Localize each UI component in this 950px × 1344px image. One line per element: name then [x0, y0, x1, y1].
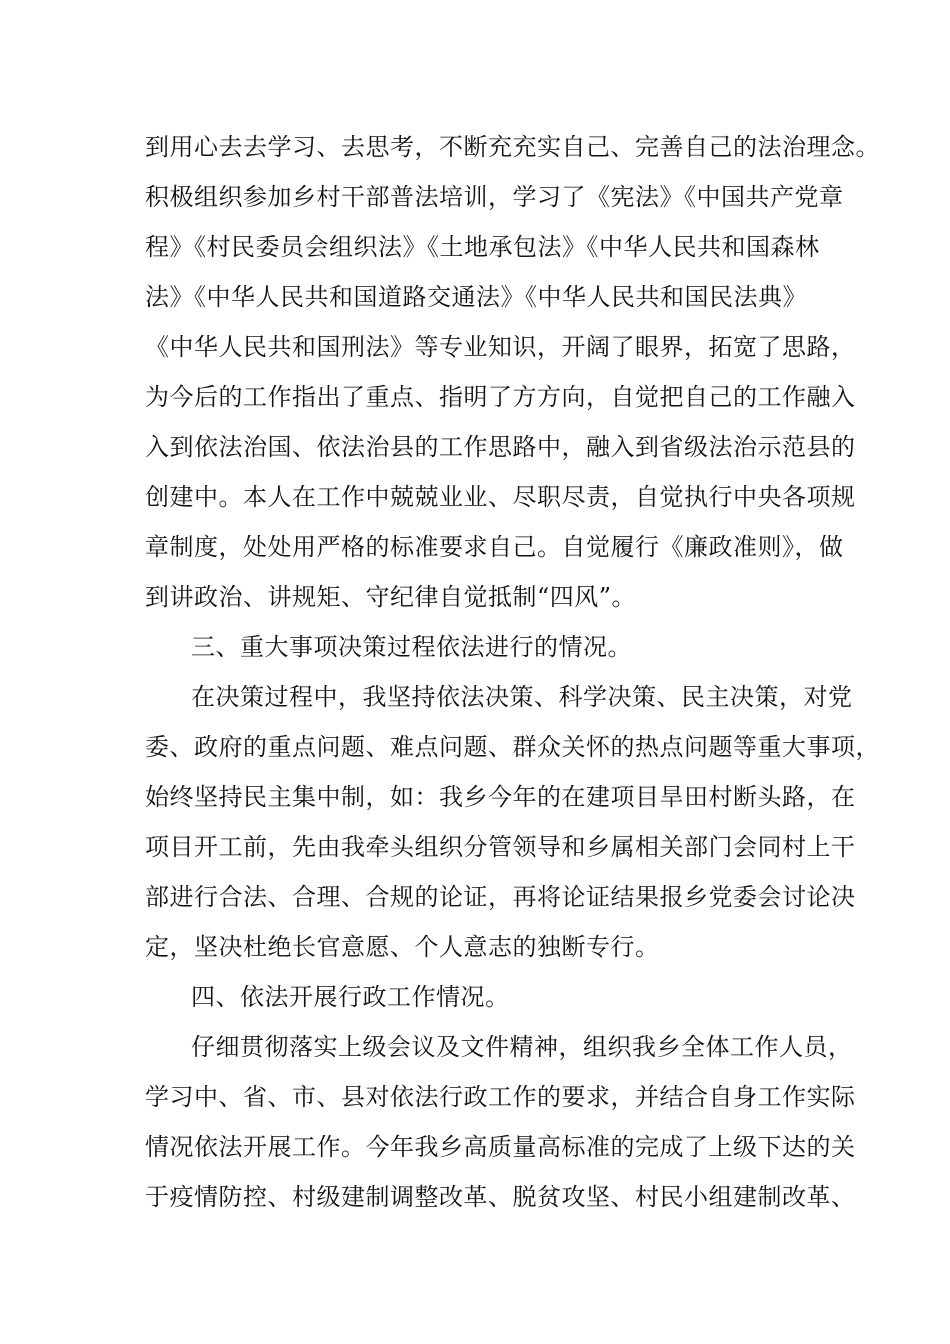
- text-line: 为今后的工作指出了重点、指明了方方向，自觉把自己的工作融入: [145, 383, 856, 411]
- text-line: 项目开工前，先由我牵头组织分管领导和乡属相关部门会同村上干: [145, 833, 856, 861]
- section-heading: 四、依法开展行政工作情况。: [191, 983, 510, 1011]
- text-line: 于疫情防控、村级建制调整改革、脱贫攻坚、村民小组建制改革、: [145, 1183, 856, 1211]
- text-line: 情况依法开展工作。今年我乡高质量高标准的完成了上级下达的关: [145, 1133, 856, 1161]
- text-line: 《中华人民共和国刑法》等专业知识，开阔了眼界，拓宽了思路，: [145, 333, 856, 361]
- text-line: 部进行合法、合理、合规的论证，再将论证结果报乡党委会讨论决: [145, 883, 856, 911]
- text-line: 创建中。本人在工作中兢兢业业、尽职尽责，自觉执行中央各项规: [145, 483, 856, 511]
- text-line: 积极组织参加乡村干部普法培训，学习了《宪法》《中国共产党章: [145, 183, 844, 211]
- document-body: [145, 128, 880, 1228]
- paragraph-start-line: 仔细贯彻落实上级会议及文件精神，组织我乡全体工作人员，: [191, 1033, 853, 1061]
- paragraph-start-line: 在决策过程中，我坚持依法决策、科学决策、民主决策，对党: [191, 683, 853, 711]
- text-line: 法》《中华人民共和国道路交通法》《中华人民共和国民法典》: [145, 283, 807, 311]
- text-line: 委、政府的重点问题、难点问题、群众关怀的热点问题等重大事项，: [145, 733, 880, 761]
- text-line: 定，坚决杜绝长官意愿、个人意志的独断专行。: [145, 933, 660, 961]
- text-line: 始终坚持民主集中制，如：我乡今年的在建项目旱田村断头路，在: [145, 783, 856, 811]
- section-heading: 三、重大事项决策过程依法进行的情况。: [191, 633, 632, 661]
- text-line: 入到依法治国、依法治县的工作思路中，融入到省级法治示范县的: [145, 433, 856, 461]
- text-line: 到讲政治、讲规矩、守纪律自觉抵制“四风”。: [145, 583, 637, 611]
- text-line: 程》《村民委员会组织法》《土地承包法》《中华人民共和国森林: [145, 233, 820, 261]
- text-line: 学习中、省、市、县对依法行政工作的要求，并结合自身工作实际: [145, 1083, 856, 1111]
- text-line: 到用心去去学习、去思考，不断充充实自己、完善自己的法治理念。: [145, 133, 880, 161]
- text-line: 章制度，处处用严格的标准要求自己。自觉履行《廉政准则》，做: [145, 533, 844, 561]
